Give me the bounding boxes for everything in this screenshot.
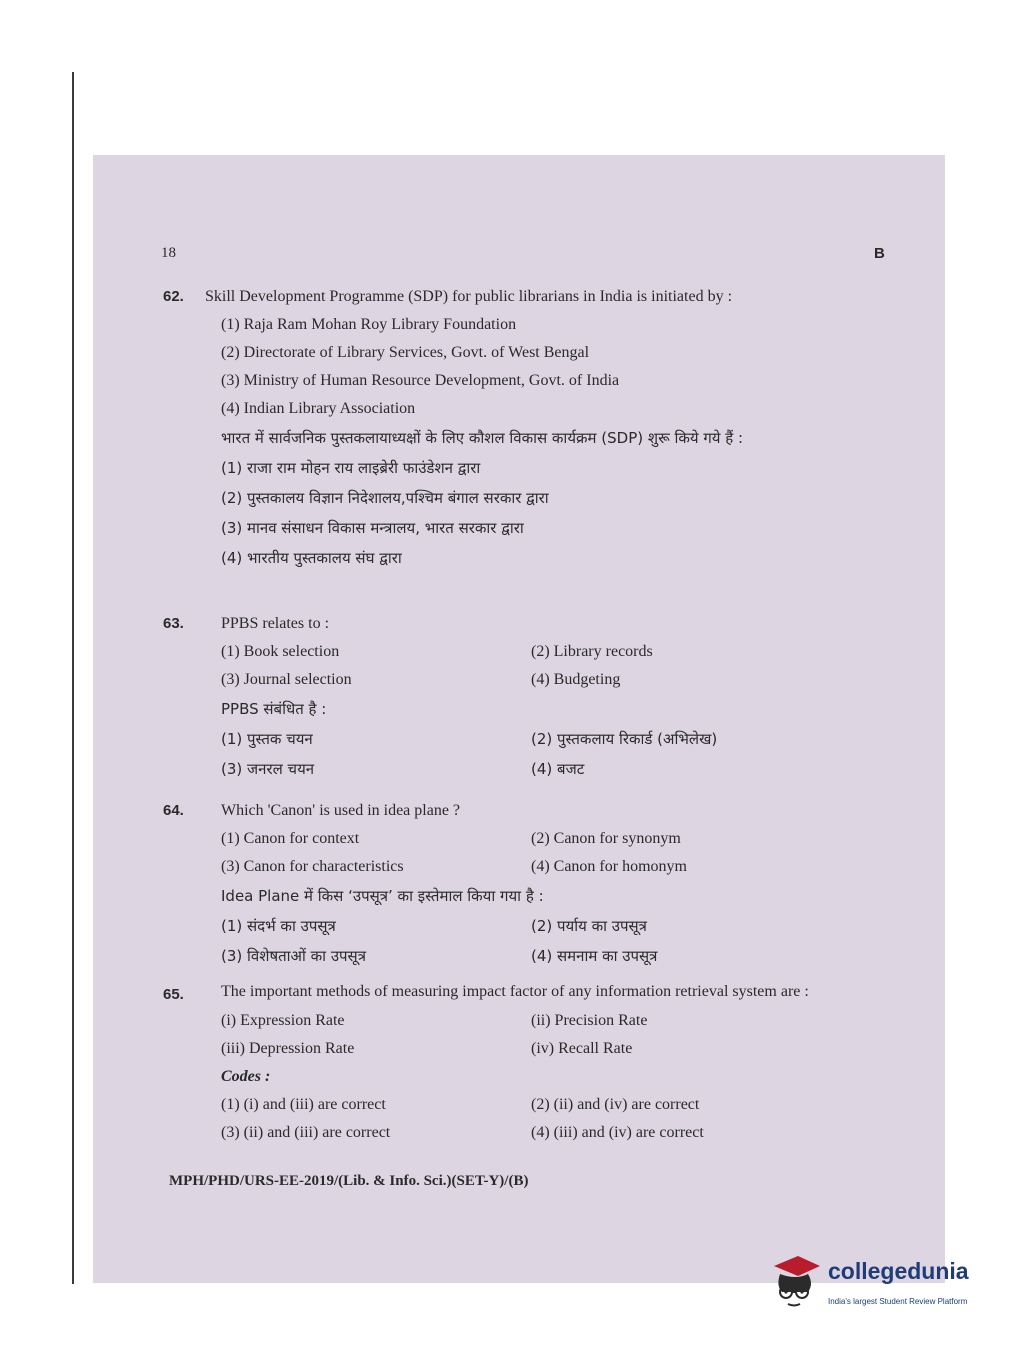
option: (4) Budgeting bbox=[531, 671, 621, 688]
question-64 bbox=[163, 797, 893, 971]
codes-label: Codes : bbox=[221, 1068, 271, 1085]
question-number: 64. bbox=[163, 802, 184, 819]
question-text: Which 'Canon' is used in idea plane ? bbox=[221, 802, 461, 819]
option: (1) Raja Ram Mohan Roy Library Foundation bbox=[221, 316, 517, 333]
option-hindi: (2) पर्याय का उपसूत्र bbox=[531, 917, 647, 935]
option: (2) Canon for synonym bbox=[531, 830, 681, 847]
option: (1) Book selection bbox=[221, 643, 340, 660]
question-text-hindi: भारत में सार्वजनिक पुस्तकलायाध्यक्षों के लिए कौशल विकास कार्यक्रम (SDP) शुरू किये गये हैं : bbox=[221, 429, 744, 447]
question-text-hindi: Idea Plane में किस ‘उपसूत्र’ का इस्तेमाल किया गया है : bbox=[221, 887, 544, 905]
question-number: 62. bbox=[163, 288, 184, 305]
option-hindi: (4) भारतीय पुस्तकालय संघ द्वारा bbox=[221, 549, 402, 567]
option: (1) (i) and (iii) are correct bbox=[221, 1096, 386, 1113]
option-hindi: (3) मानव संसाधन विकास मन्त्रालय, भारत सरकार द्वारा bbox=[221, 519, 524, 537]
option-hindi: (2) पुस्तकालय विज्ञान निदेशालय,पश्चिम बंगाल सरकार द्वारा bbox=[221, 489, 549, 507]
option-hindi: (3) जनरल चयन bbox=[221, 760, 315, 778]
question-65 bbox=[163, 981, 893, 1147]
page-number: 18 bbox=[161, 245, 176, 261]
option-hindi: (1) पुस्तक चयन bbox=[221, 730, 313, 748]
option-hindi: (4) समनाम का उपसूत्र bbox=[531, 947, 658, 965]
option-hindi: (2) पुस्तकलाय रिकार्ड (अभिलेख) bbox=[531, 730, 718, 748]
set-code: B bbox=[874, 245, 885, 262]
option: (4) Indian Library Association bbox=[221, 400, 416, 417]
option: (1) Canon for context bbox=[221, 830, 360, 847]
option: (3) (ii) and (iii) are correct bbox=[221, 1124, 391, 1141]
exam-page bbox=[93, 155, 945, 1283]
list-item: (ii) Precision Rate bbox=[531, 1012, 648, 1029]
option: (4) (iii) and (iv) are correct bbox=[531, 1124, 704, 1141]
option: (3) Journal selection bbox=[221, 671, 352, 688]
option-hindi: (1) संदर्भ का उपसूत्र bbox=[221, 917, 336, 935]
brand-tagline: India's largest Student Review Platform bbox=[828, 1297, 968, 1306]
question-text-hindi: PPBS संबंधित है : bbox=[221, 700, 327, 718]
option: (3) Ministry of Human Resource Development, Govt. of India bbox=[221, 372, 620, 389]
question-text: Skill Development Programme (SDP) for public librarians in India is initiated by : bbox=[205, 288, 733, 305]
exam-code-footer: MPH/PHD/URS-EE-2019/(Lib. & Info. Sci.)(SET-Y)/(B) bbox=[169, 1173, 529, 1189]
option: (4) Canon for homonym bbox=[531, 858, 687, 875]
option-hindi: (3) विशेषताओं का उपसूत्र bbox=[221, 947, 366, 965]
question-number: 65. bbox=[163, 986, 184, 1003]
question-62 bbox=[163, 283, 893, 573]
question-63 bbox=[163, 610, 893, 784]
option: (3) Canon for characteristics bbox=[221, 858, 404, 875]
brand-name: collegedunia bbox=[828, 1258, 969, 1284]
list-item: (i) Expression Rate bbox=[221, 1012, 345, 1029]
list-item: (iii) Depression Rate bbox=[221, 1040, 355, 1057]
question-number: 63. bbox=[163, 615, 184, 632]
collegedunia-brand[interactable] bbox=[768, 1252, 998, 1314]
option: (2) Library records bbox=[531, 643, 653, 660]
option-hindi: (4) बजट bbox=[531, 760, 585, 778]
option: (2) Directorate of Library Services, Govt. of West Bengal bbox=[221, 344, 590, 361]
option-hindi: (1) राजा राम मोहन राय लाइब्रेरी फाउंडेशन द्वारा bbox=[221, 459, 481, 477]
graduate-mascot-icon bbox=[768, 1252, 822, 1308]
question-text: PPBS relates to : bbox=[221, 615, 330, 632]
scan-edge-line bbox=[72, 72, 74, 1284]
question-text: The important methods of measuring impact factor of any information retrieval system are : bbox=[221, 983, 809, 1000]
option: (2) (ii) and (iv) are correct bbox=[531, 1096, 700, 1113]
list-item: (iv) Recall Rate bbox=[531, 1040, 633, 1057]
